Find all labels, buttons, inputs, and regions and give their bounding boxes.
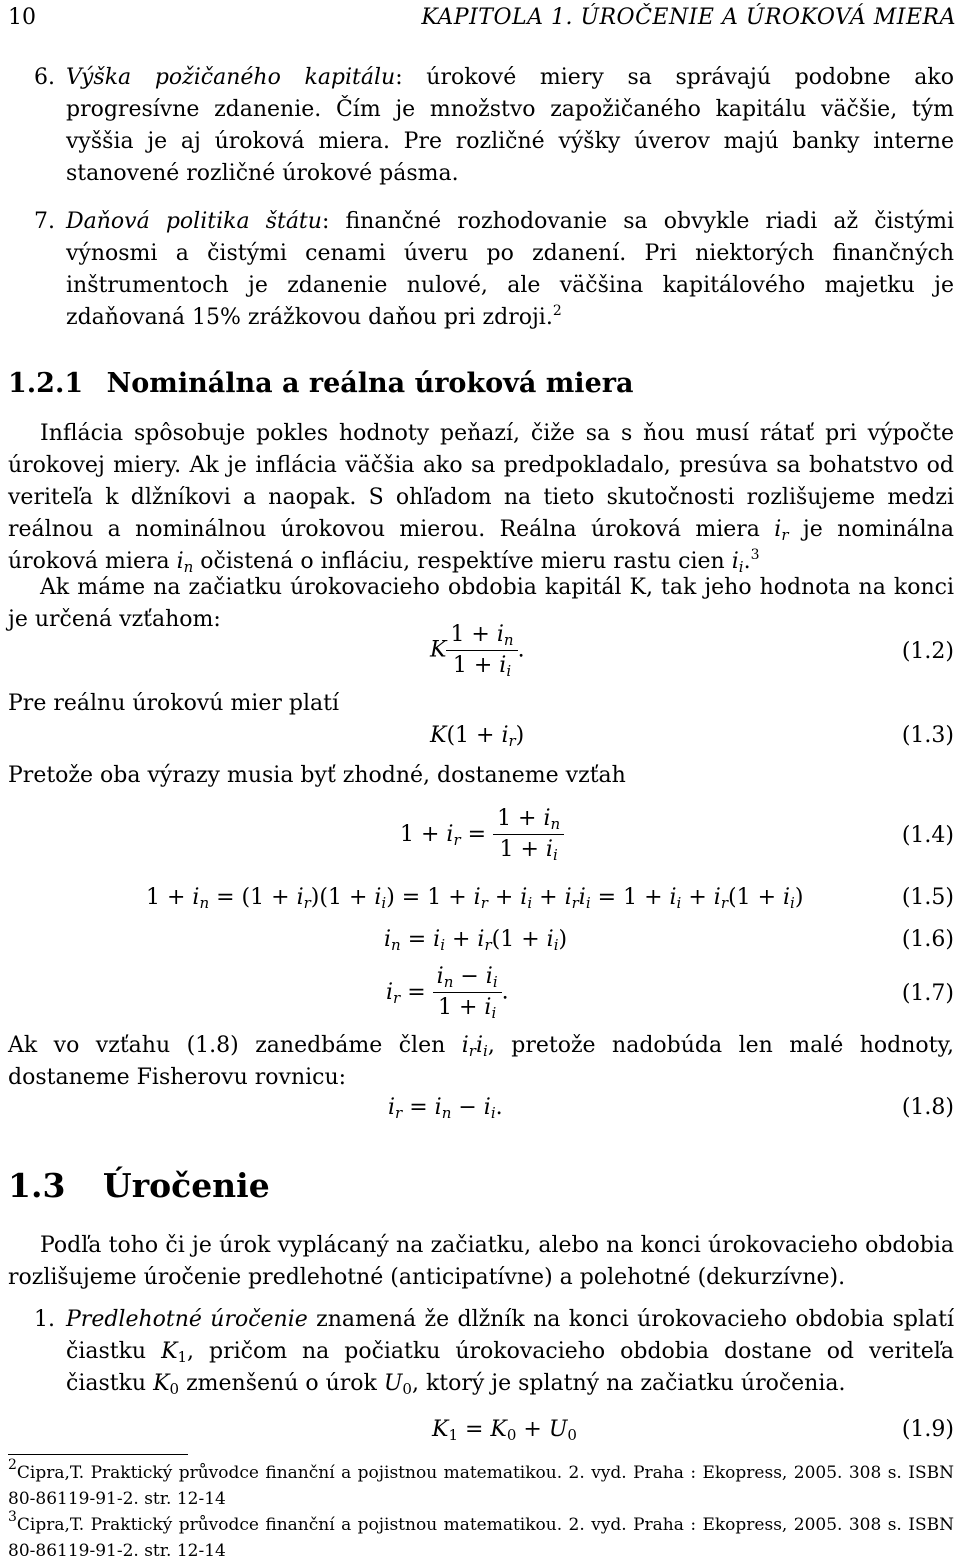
footnote-ref: 3 bbox=[750, 547, 760, 563]
list-item-text: Výška požičaného kapitálu: úrokové miery sa správajú podobne ako progresívne zdanenie. Čím je množstvo zapožičaného kapitálu väčšie, tým vyššia je aj úroková miera. Pre rozličné výšky úverov majú banky interne stanovené rozličné úrokové pásma. bbox=[66, 65, 954, 186]
footnote-rule bbox=[8, 1454, 188, 1455]
running-title: KAPITOLA 1. ÚROČENIE A ÚROKOVÁ MIERA bbox=[421, 5, 956, 30]
list-item-text: Predlehotné úročenie znamená že dlžník na konci úrokovacieho obdobia splatí čiastku $K_1$, pričom na počiatku úrokovacieho obdobia dostane od veriteľa čiastku $K_0$ zmenšenú o úrok $U_0$, ktorý je splatný na začiatku úročenia. bbox=[66, 1307, 954, 1398]
equation-1-6: $i_n = i_i + i_r(1 + i_i)$ (1.6) bbox=[0, 924, 954, 958]
footnote-mark: 2 bbox=[8, 1457, 17, 1473]
list-item-predlehotne bbox=[8, 1304, 954, 1400]
section-heading-1-2-1 bbox=[8, 368, 633, 400]
footnote-3: $^3$Cipra,T. Praktický průvodce finanční a pojistnou matematikou. 2. vyd. Praha : Ekopress, 2005. 308 s. ISBN 80-86119-91-2. str. 12-14 bbox=[8, 1509, 954, 1561]
footnote-ref: 2 bbox=[552, 303, 562, 319]
paragraph-inflation: Inflácia spôsobuje pokles hodnoty peňazí, čiže sa s ňou musí rátať pri výpočte úrokovej miery. Ak je inflácia väčšia ako sa predpokladalo, presúva sa bohatstvo od veriteľa k dlžníkovi a naopak. S ohľadom na tieto skutočnosti rozlišujeme medzi reálnou a nominálnou úrokovou mierou. Reálna úroková miera $i_r$ je nominálna úroková miera $i_n$ očistená o infláciu, respektíve mieru rastu cien $i_i.^3$ bbox=[8, 421, 954, 576]
paragraph-fisher: Ak vo vzťahu (1.8) zanedbáme člen $i_ri_i$, pretože nadobúda len malé hodnoty, dostaneme Fisherovu rovnicu: bbox=[8, 1033, 954, 1090]
equation-number: (1.5) bbox=[901, 885, 954, 910]
equation-1-3: $K(1 + i_r)$ (1.3) bbox=[0, 720, 954, 754]
equation-number: (1.7) bbox=[901, 981, 954, 1006]
item-term: Daňová politika štátu bbox=[66, 209, 322, 234]
equation-1-8: $i_r = i_n - i_i$. (1.8) bbox=[0, 1092, 954, 1126]
list-item-label: 1. bbox=[34, 1307, 55, 1332]
page-header bbox=[8, 2, 956, 32]
equation-1-5: $1 + i_n = (1 + i_r)(1 + i_i) = 1 + i_r + i_i + i_ri_i = 1 + i_i + i_r(1 + i_i)$ (1.5) bbox=[0, 882, 954, 916]
equation-number: (1.8) bbox=[901, 1095, 954, 1120]
section-title: Nominálna a reálna úroková miera bbox=[106, 368, 634, 399]
section-number: 1.2.1 bbox=[8, 368, 84, 399]
list-item-label: 6. bbox=[34, 65, 55, 90]
paragraph-because: Pretože oba výrazy musia byť zhodné, dostaneme vzťah bbox=[8, 763, 626, 788]
equation-1-9: $K_1 = K_0 + U_0$ (1.9) bbox=[0, 1414, 954, 1448]
equation-1-4: $1 + i_r$ = $\frac{1 + i_n}{1 + i_i}$ (1.4) bbox=[400, 806, 954, 864]
list-item-label: 7. bbox=[34, 209, 55, 234]
item-term: Výška požičaného kapitálu bbox=[66, 65, 396, 90]
paragraph-urocenie: Podľa toho či je úrok vyplácaný na začiatku, alebo na konci úrokovacieho obdobia rozlišujeme úročenie predlehotné (anticipatívne) a polehotné (dekurzívne). bbox=[8, 1233, 954, 1290]
page-number: 10 bbox=[8, 5, 36, 30]
list-item-6 bbox=[8, 62, 954, 190]
equation-number: (1.9) bbox=[901, 1417, 954, 1442]
list-item-7 bbox=[8, 206, 954, 334]
footnote-2: $^2$Cipra,T. Praktický průvodce finanční a pojistnou matematikou. 2. vyd. Praha : Ekopress, 2005. 308 s. ISBN 80-86119-91-2. str. 12-14 bbox=[8, 1457, 954, 1509]
equation-number: (1.4) bbox=[901, 823, 954, 848]
equation-number: (1.2) bbox=[901, 639, 954, 664]
item-term: Predlehotné úročenie bbox=[66, 1307, 308, 1332]
section-heading-1-3 bbox=[8, 1166, 270, 1206]
equation-number: (1.6) bbox=[901, 927, 954, 952]
equation-1-7: $i_r$ = $\frac{i_n - i_i}{1 + i_i}$ . (1.7) bbox=[386, 964, 954, 1022]
paragraph-capital: Ak máme na začiatku úrokovacieho obdobia kapitál K, tak jeho hodnota na konci je určená vzťahom: bbox=[8, 575, 954, 632]
paragraph-real-rate: Pre reálnu úrokovú mier platí bbox=[8, 691, 339, 716]
equation-1-2: K $\frac{1 + i_n}{1 + i_i}$ . (1.2) bbox=[430, 622, 954, 680]
footnote-mark: 3 bbox=[8, 1509, 17, 1525]
section-title: Úročenie bbox=[102, 1166, 270, 1205]
list-item-text: Daňová politika štátu: finančné rozhodovanie sa obvykle riadi až čistými výnosmi a čistými cenami úveru po zdanení. Pri niektorých finančných inštrumentoch je zdanenie nulové, ale väčšina kapitálového majetku je zdaňovaná 15% zrážkovou daňou pri zdroji.$^2$ bbox=[66, 209, 955, 330]
section-number: 1.3 bbox=[8, 1166, 66, 1205]
equation-number: (1.3) bbox=[901, 723, 954, 748]
